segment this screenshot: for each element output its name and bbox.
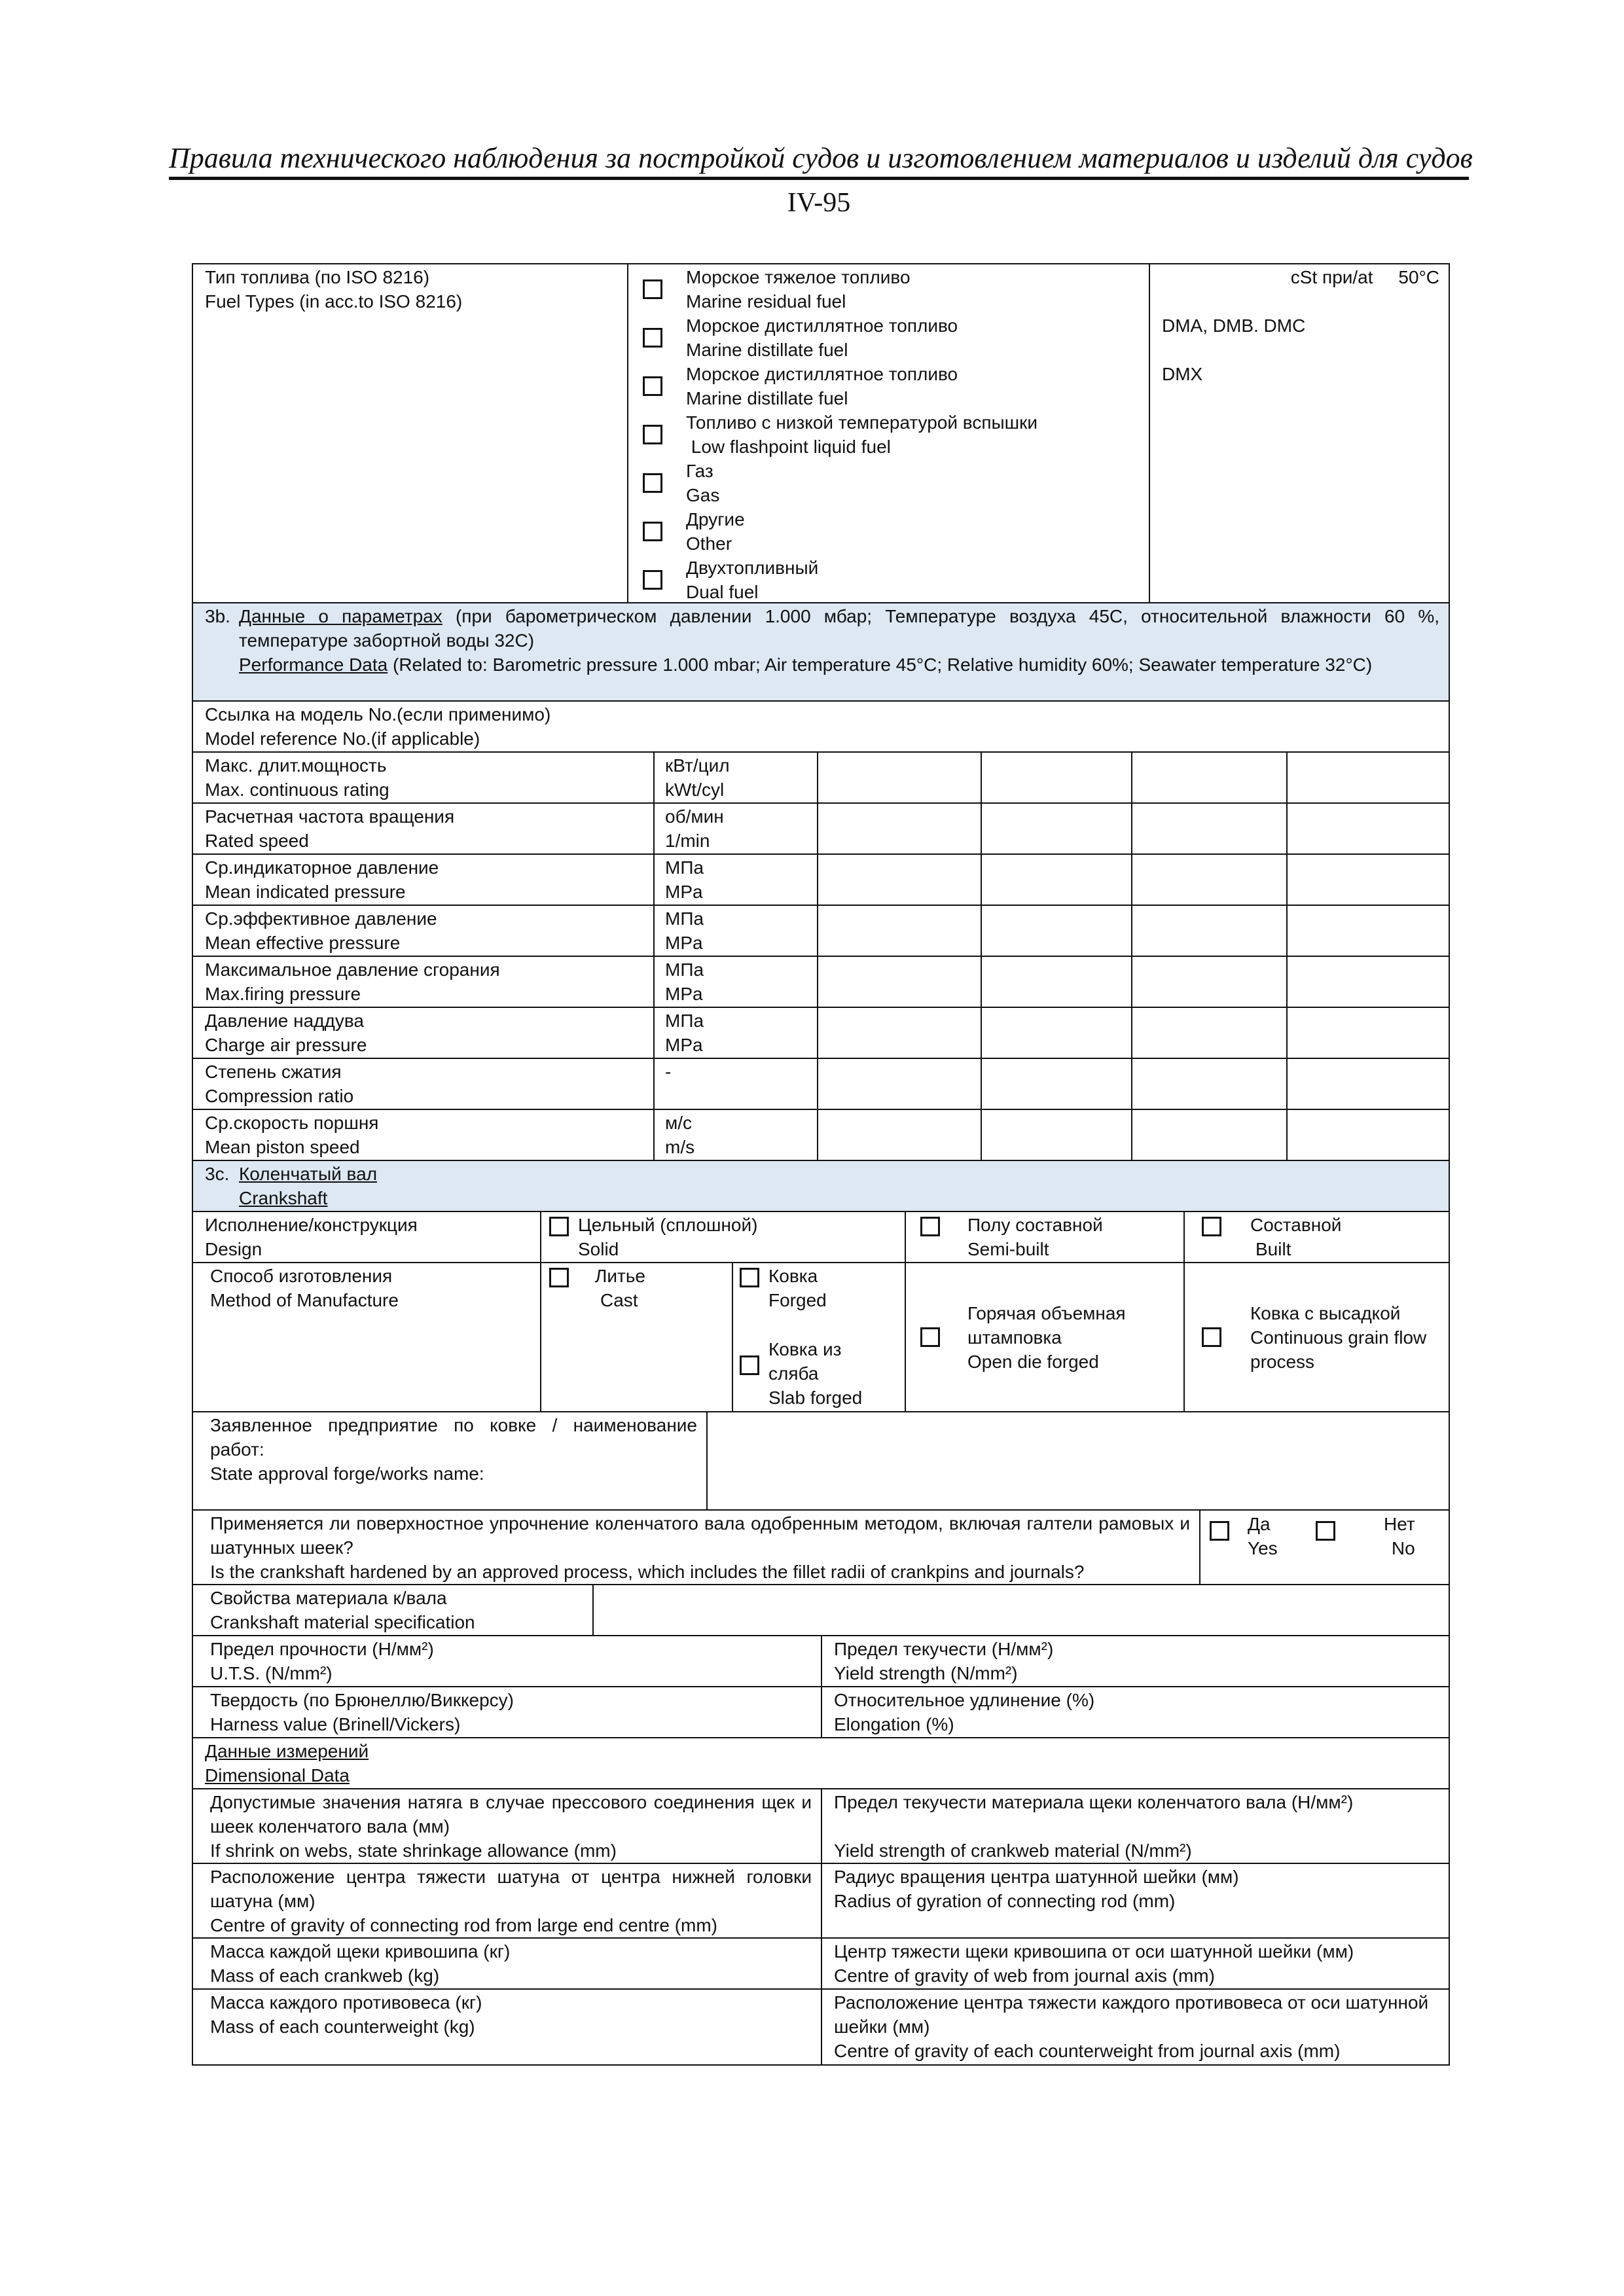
value-field[interactable] — [982, 753, 1132, 802]
fuel-option-low-flashpoint[interactable]: Топливо с низкой температурой вспышки Low flashpoint liquid fuel — [628, 410, 1140, 459]
dimensional-row: Масса каждой щеки кривошипа (кг) Mass of each crankweb (kg) Центр тяжести щеки кривошипа от оси шатунной шейки (мм) Centre of gravity of web from journal axis (mm) — [193, 1939, 1449, 1990]
value-field[interactable] — [1288, 1110, 1449, 1160]
dimensional-row: Допустимые значения натяга в случае прессового соединения щек и шеек коленчатого вала (мм) If shrink on webs, state shrinkage allowance (mm) Предел текучести материала щеки коленчатого вала (Н/мм²) Yield strength of crankweb material (N/mm²) — [193, 1789, 1449, 1864]
manufacture-row: Способ изготовления Method of Manufacture Литье Cast Ковка Forged Ковка из сляба Slab forged Горячая объемная штамповка Open die forged Ковка с высадкой Continuous grain flow process — [193, 1263, 1449, 1412]
checkbox-icon[interactable] — [643, 473, 662, 493]
value-field[interactable] — [818, 906, 982, 956]
fuel-option-distillate[interactable]: Морское дистиллятное топливо Marine distillate fuel — [628, 314, 1140, 362]
fuel-option-gas[interactable]: Газ Gas — [628, 459, 1140, 507]
manufacture-open-die-option[interactable]: Горячая объемная штамповка Open die forged — [906, 1263, 1185, 1411]
checkbox-icon[interactable] — [920, 1217, 940, 1236]
value-field[interactable] — [982, 804, 1132, 853]
value-field[interactable] — [1288, 1059, 1449, 1109]
forge-row: Заявленное предприятие по ковке / наименование работ: State approval forge/works name: — [193, 1412, 1449, 1511]
checkbox-icon[interactable] — [1316, 1521, 1335, 1541]
checkbox-icon[interactable] — [740, 1355, 759, 1375]
fuel-type-label: Тип топлива (по ISO 8216) Fuel Types (in acc.to ISO 8216) — [193, 264, 628, 602]
checkbox-icon[interactable] — [643, 522, 662, 541]
checkbox-icon[interactable] — [643, 425, 662, 444]
page-number: IV-95 — [787, 188, 851, 218]
value-field[interactable] — [1132, 804, 1288, 853]
value-field[interactable] — [982, 1008, 1132, 1058]
performance-row: Максимальное давление сгорания Max.firing pressure МПа MPa — [193, 957, 1449, 1008]
checkbox-icon[interactable] — [549, 1268, 569, 1287]
value-field[interactable] — [818, 1008, 982, 1058]
value-field[interactable] — [818, 804, 982, 853]
fuel-options — [628, 264, 1150, 602]
value-field[interactable] — [818, 1110, 982, 1160]
forge-name-field[interactable] — [708, 1412, 1449, 1509]
value-field[interactable] — [1288, 957, 1449, 1007]
dimensional-data-header: Данные измерений Dimensional Data — [193, 1738, 1449, 1789]
value-field[interactable] — [818, 1059, 982, 1109]
checkbox-icon[interactable] — [1202, 1217, 1221, 1236]
value-field[interactable] — [818, 855, 982, 905]
design-semi-built-option[interactable]: Полу составной Semi-built — [906, 1212, 1185, 1262]
material-props-row: Твердость (по Брюнеллю/Виккерсу) Harness value (Brinell/Vickers) Относительное удлинение (%) Elongation (%) — [193, 1687, 1449, 1738]
checkbox-icon[interactable] — [1210, 1521, 1229, 1541]
value-field[interactable] — [1288, 906, 1449, 956]
checkbox-icon[interactable] — [920, 1327, 940, 1347]
fuel-option-residual[interactable]: Морское тяжелое топливо Marine residual fuel — [628, 265, 1140, 314]
performance-row: Давление наддува Charge air pressure МПа MPa — [193, 1008, 1449, 1059]
material-row: Свойства материала к/вала Crankshaft material specification — [193, 1585, 1449, 1636]
checkbox-icon[interactable] — [643, 328, 662, 348]
hardening-no-option[interactable]: Нет No — [1316, 1512, 1415, 1560]
value-field[interactable] — [1288, 804, 1449, 853]
value-field[interactable] — [1132, 1110, 1288, 1160]
dimensional-row: Расположение центра тяжести шатуна от центра нижней головки шатуна (мм) Centre of gravity of connecting rod from large end centre (mm) Радиус вращения центра шатунной шейки (мм) Radius of gyration of connecting rod (mm) — [193, 1864, 1449, 1939]
value-field[interactable] — [1288, 1008, 1449, 1058]
material-props-row: Предел прочности (Н/мм²) U.T.S. (N/mm²) Предел текучести (Н/мм²) Yield strength (N/mm²) — [193, 1636, 1449, 1687]
section-3b-header: 3b. Данные о параметрах (при барометрическом давлении 1.000 мбар; Температуре воздуха 45С, относительной влажности 60 %, температуре забортной воды 32С) Performance Data (Related to: Barometric pressure 1.000 mbar; Air temperature 45°C; Relative humidity 60%; Seawater temperature 32°C) — [193, 603, 1449, 702]
header-rule — [169, 177, 1469, 180]
value-field[interactable] — [1288, 855, 1449, 905]
value-field[interactable] — [1132, 753, 1288, 802]
performance-row: Степень сжатия Compression ratio - — [193, 1059, 1449, 1110]
value-field[interactable] — [818, 957, 982, 1007]
design-built-option[interactable]: Составной Built — [1185, 1212, 1449, 1262]
design-solid-option[interactable]: Цельный (сплошной) Solid — [541, 1212, 906, 1262]
checkbox-icon[interactable] — [643, 570, 662, 590]
document-header — [169, 139, 1473, 178]
value-field[interactable] — [1132, 906, 1288, 956]
model-reference-row: Ссылка на модель No.(если применимо) Model reference No.(if applicable) — [193, 702, 1449, 753]
performance-row: Макс. длит.мощность Max. continuous rating кВт/цил kWt/cyl — [193, 753, 1449, 804]
performance-row: Расчетная частота вращения Rated speed об/мин 1/min — [193, 804, 1449, 855]
dimensional-row: Масса каждого противовеса (кг) Mass of each counterweight (kg) Расположение центра тяжести каждого противовеса от оси шатунной шейки (мм) Centre of gravity of each counterweight from journal axis (mm) — [193, 1990, 1449, 2064]
value-field[interactable] — [1132, 957, 1288, 1007]
hardening-yes-option[interactable]: Да Yes — [1210, 1512, 1278, 1560]
performance-row: Ср.скорость поршня Mean piston speed м/с m/s — [193, 1110, 1449, 1161]
engine-data-form — [192, 263, 1450, 2066]
value-field[interactable] — [1288, 753, 1449, 802]
value-field[interactable] — [818, 753, 982, 802]
design-row: Исполнение/конструкция Design Цельный (сплошной) Solid Полу составной Semi-built Составной Built — [193, 1212, 1449, 1263]
value-field[interactable] — [982, 957, 1132, 1007]
fuel-option-dual[interactable]: Двухтопливный Dual fuel — [628, 556, 1140, 604]
checkbox-icon[interactable] — [740, 1268, 759, 1287]
value-field[interactable] — [982, 855, 1132, 905]
manufacture-slab-forged-option[interactable]: Ковка из сляба Slab forged — [740, 1337, 895, 1410]
manufacture-forged-option[interactable]: Ковка Forged — [740, 1264, 895, 1312]
checkbox-icon[interactable] — [643, 376, 662, 396]
value-field[interactable] — [982, 906, 1132, 956]
value-field[interactable] — [1132, 855, 1288, 905]
section-3c-header: 3c. Коленчатый вал Crankshaft — [193, 1161, 1449, 1212]
fuel-type-row — [193, 264, 1449, 603]
manufacture-cast-option[interactable]: Литье Cast — [541, 1263, 733, 1411]
material-spec-field[interactable] — [594, 1585, 1449, 1635]
value-field[interactable] — [982, 1059, 1132, 1109]
checkbox-icon[interactable] — [1202, 1327, 1221, 1347]
manufacture-grain-flow-option[interactable]: Ковка с высадкой Continuous grain flow process — [1185, 1263, 1449, 1411]
value-field[interactable] — [982, 1110, 1132, 1160]
performance-row: Ср.эффективное давление Mean effective pressure МПа MPa — [193, 906, 1449, 957]
fuel-option-other[interactable]: Другие Other — [628, 507, 1140, 556]
checkbox-icon[interactable] — [549, 1217, 569, 1236]
performance-row: Ср.индикаторное давление Mean indicated pressure МПа MPa — [193, 855, 1449, 906]
fuel-spec: cSt при/at 50°C DMA, DMB. DMC DMX — [1162, 267, 1439, 384]
fuel-option-distillate-dmx[interactable]: Морское дистиллятное топливо Marine distillate fuel — [628, 362, 1140, 410]
checkbox-icon[interactable] — [643, 279, 662, 299]
header-title: Правила технического наблюдения за постройкой судов и изготовлением материалов и изделий для судов — [169, 142, 1473, 174]
hardening-row: Применяется ли поверхностное упрочнение коленчатого вала одобренным методом, включая галтели рамовых и шатунных шеек? Is the crankshaft hardened by an approved process, which includes the fillet radii of crankpins and journals? Да Yes Нет No — [193, 1511, 1449, 1585]
value-field[interactable] — [1132, 1059, 1288, 1109]
value-field[interactable] — [1132, 1008, 1288, 1058]
